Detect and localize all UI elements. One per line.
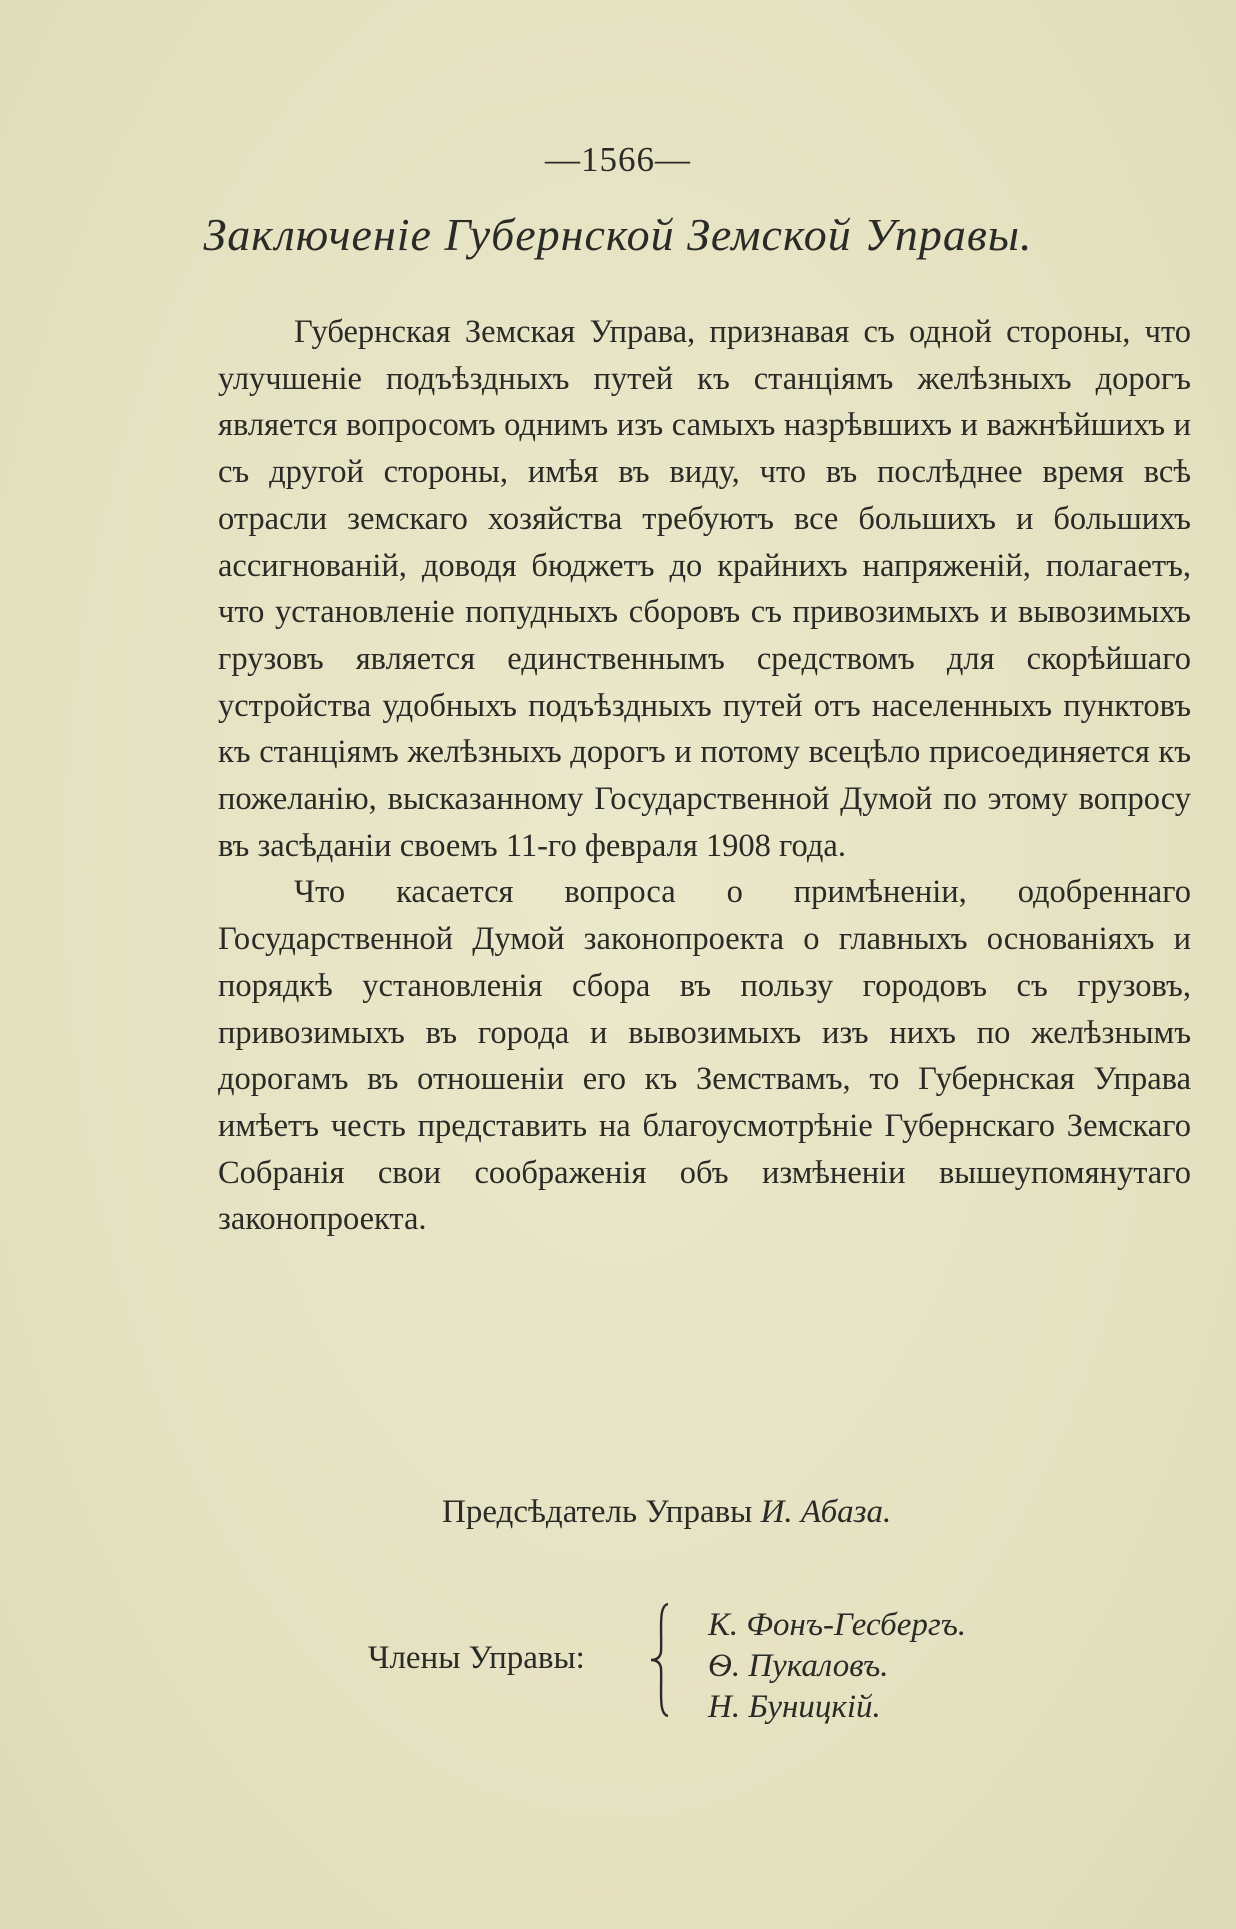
chairman-name: И. Абаза. [760, 1494, 892, 1530]
member-name: Ѳ. Пукаловъ. [708, 1648, 889, 1684]
body-text [218, 309, 1191, 1243]
paragraph-1: Губернская Земская Управа, признавая съ одной стороны, что улучшеніе подъѣздныхъ путей къ станціямъ желѣзныхъ дорогъ является вопросомъ однимъ изъ самыхъ назрѣвшихъ и важнѣйшихъ и съ другой стороны, имѣя въ виду, что въ послѣднее время всѣ отрасли земскаго хозяйства требуютъ все большихъ и большихъ ассигнованій, доводя бюджетъ до крайнихъ напряженій, полагаетъ, что установленіе попудныхъ сборовъ съ привозимыхъ и вывозимыхъ грузовъ является единственнымъ средствомъ для скорѣйшаго устройства удобныхъ подъѣздныхъ путей отъ населенныхъ пунктовъ къ станціямъ желѣзныхъ дорогъ и потому всецѣло присоединяется къ пожеланію, высказанному Государственной Думой по этому вопросу въ засѣданіи своемъ 11-го февраля 1908 года. [218, 314, 1191, 864]
chairman-role: Предсѣдатель Управы [442, 1494, 753, 1530]
paragraph-2: Что касается вопроса о примѣненіи, одобреннаго Государственной Думой законопроекта о главныхъ основаніяхъ и порядкѣ установленія сбора въ пользу городовъ съ грузовъ, привозимыхъ въ города и вывозимыхъ изъ нихъ по желѣзнымъ дорогамъ въ отношеніи его къ Земствамъ, то Губернская Управа имѣетъ честь представить на благоусмотрѣніе Губернскаго Земскаго Собранія свои соображенія объ измѣненіи вышеупомянутаго законопроекта. [218, 874, 1191, 1238]
chairman-signature [442, 1494, 891, 1531]
members-label: Члены Управы: [368, 1640, 585, 1676]
members-list [708, 1605, 966, 1728]
brace-icon [648, 1600, 676, 1720]
member-name: К. Фонъ-Гесбергъ. [708, 1607, 967, 1643]
member-name: Н. Буницкій. [708, 1689, 881, 1725]
page-number: —1566— [545, 140, 691, 179]
page-title: Заключеніе Губернской Земской Управы. [203, 209, 1033, 260]
